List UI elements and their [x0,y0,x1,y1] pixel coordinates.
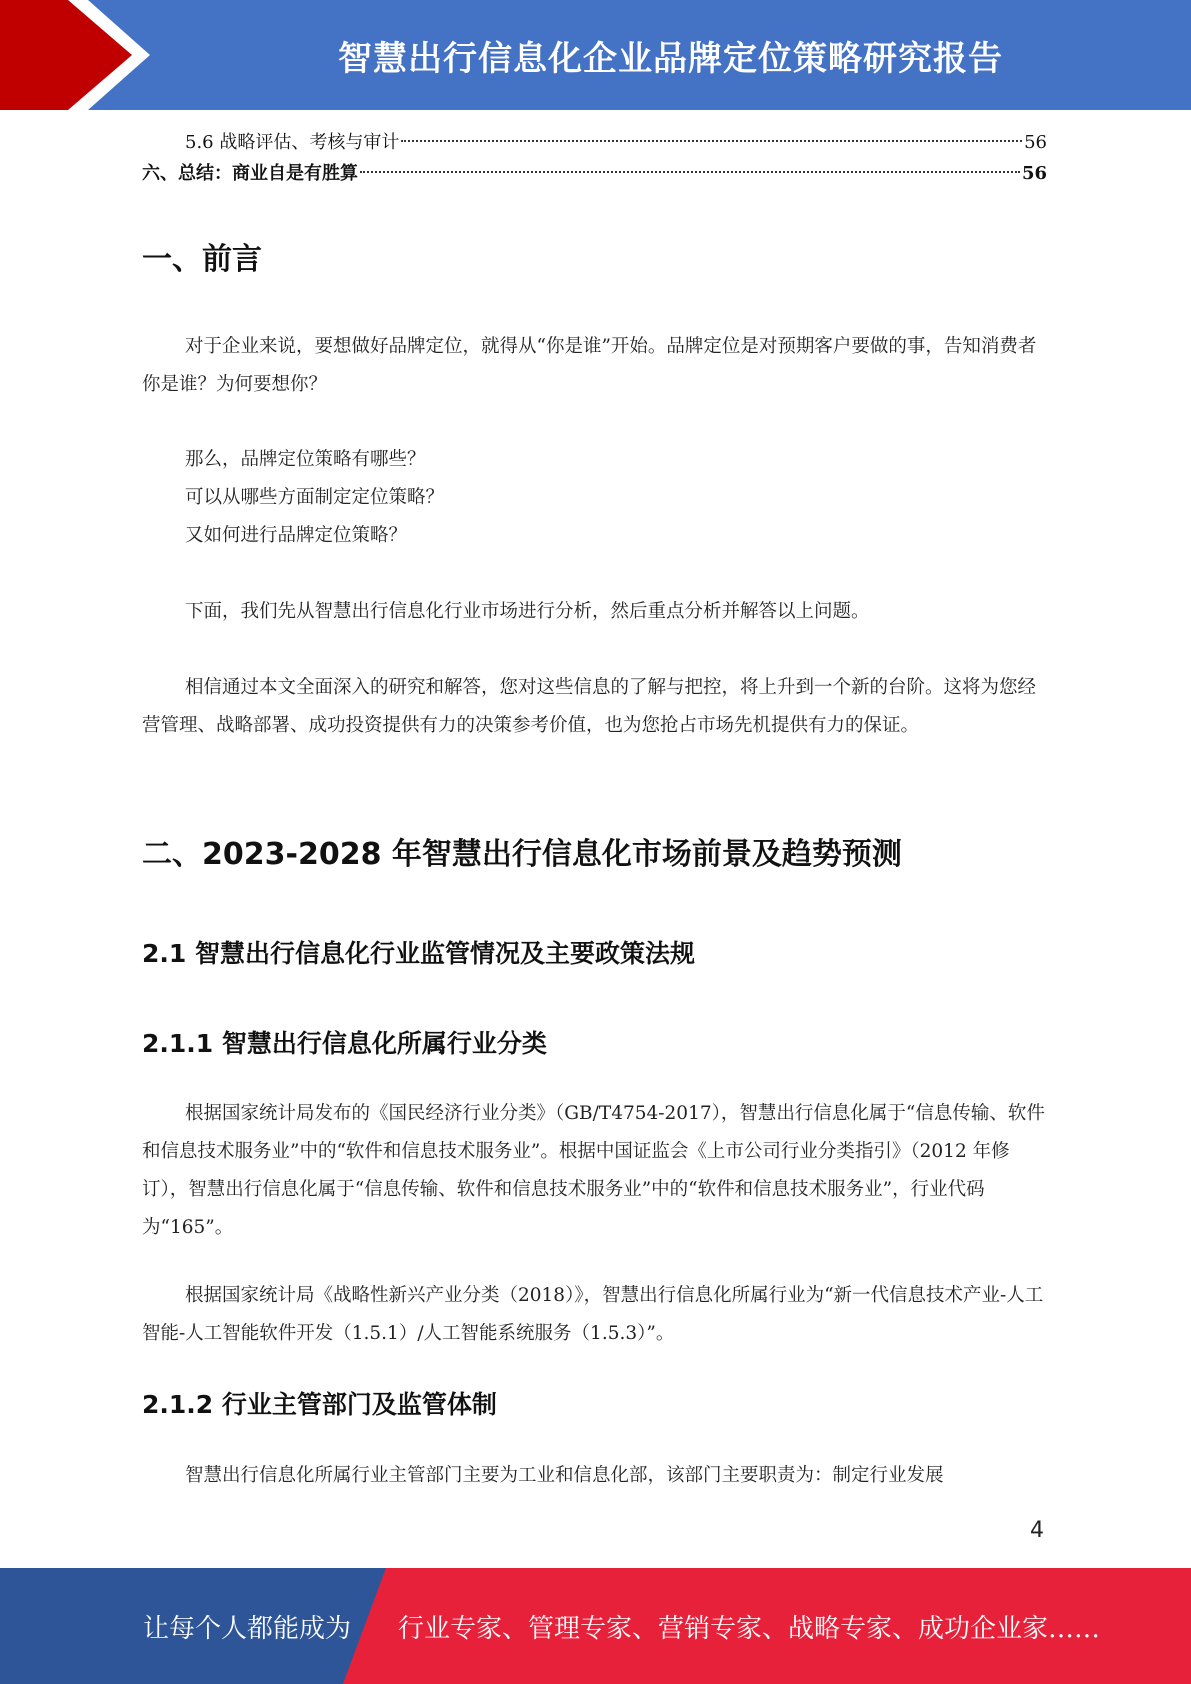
footer-slogan-left: 让每个人都能成为 [143,1613,352,1644]
paragraph-intro: 对于企业来说，要想做好品牌定位，就得从“你是谁”开始。品牌定位是对预期客户要做的事，告知消费者你是谁？为何要想你？ [142,336,1037,395]
footer-slogan-right: 行业专家、管理专家、营销专家、战略专家、成功企业家…… [398,1613,1101,1644]
toc-entry-summary[interactable] [142,160,1047,188]
paragraph-value: 相信通过本文全面深入的研究和解答，您对这些信息的了解与把控，将上升到一个新的台阶。这将为您经营管理、战略部署、成功投资提供有力的决策参考价值，也为您抢占市场先机提供有力的保证。 [142,677,1037,736]
header-title: 智慧出行信息化企业品牌定位策略研究报告 [338,38,1003,79]
page-header [0,0,1191,110]
paragraph-regulator: 智慧出行信息化所属行业主管部门主要为工业和信息化部，该部门主要职责为：制定行业发展 [185,1465,944,1486]
question-line-3: 又如何进行品牌定位策略？ [185,525,408,546]
question-line-1: 那么，品牌定位策略有哪些？ [185,449,426,470]
paragraph-classification: 根据国家统计局发布的《国民经济行业分类》（GB/T4754-2017），智慧出行信息化属于“信息传输、软件和信息技术服务业”中的“软件和信息技术服务业”。根据中国证监会《上市公司行业分类指引》（2012 年修订），智慧出行信息化属于“信息传输、软件和信息技术服务业”中的“软件和信息技术服务业”，行业代码为“165”。 [142,1103,1045,1238]
page-number: 4 [1030,1518,1044,1543]
section-heading-forecast: 二、2023-2028 年智慧出行信息化市场前景及趋势预测 [142,837,902,872]
paragraph-analysis: 下面，我们先从智慧出行信息化行业市场进行分析，然后重点分析并解答以上问题。 [185,601,870,622]
section-heading-preface: 一、前言 [142,242,262,277]
subsection-heading-2-1: 2.1 智慧出行信息化行业监管情况及主要政策法规 [142,939,695,968]
paragraph-strategic-industry: 根据国家统计局《战略性新兴产业分类（2018）》，智慧出行信息化所属行业为“新一代信息技术产业-人工智能-人工智能软件开发（1.5.1）/人工智能系统服务（1.5.3）”。 [142,1285,1044,1344]
toc-leader [360,171,1020,173]
page-footer [0,1568,1191,1684]
subsection-heading-2-1-1: 2.1.1 智慧出行信息化所属行业分类 [142,1029,547,1058]
toc-leader [401,140,1022,142]
subsection-heading-2-1-2: 2.1.2 行业主管部门及监管体制 [142,1390,497,1419]
toc-entry-label: 5.6 战略评估、考核与审计 [185,132,400,153]
toc-entry-5-6[interactable] [185,129,1047,157]
toc-entry-page: 56 [1024,132,1047,153]
toc-entry-label: 六、总结：商业自是有胜算 [142,163,358,184]
question-line-2: 可以从哪些方面制定定位策略？ [185,487,445,508]
toc-entry-page: 56 [1021,163,1047,184]
header-arrow-icon [0,0,160,110]
